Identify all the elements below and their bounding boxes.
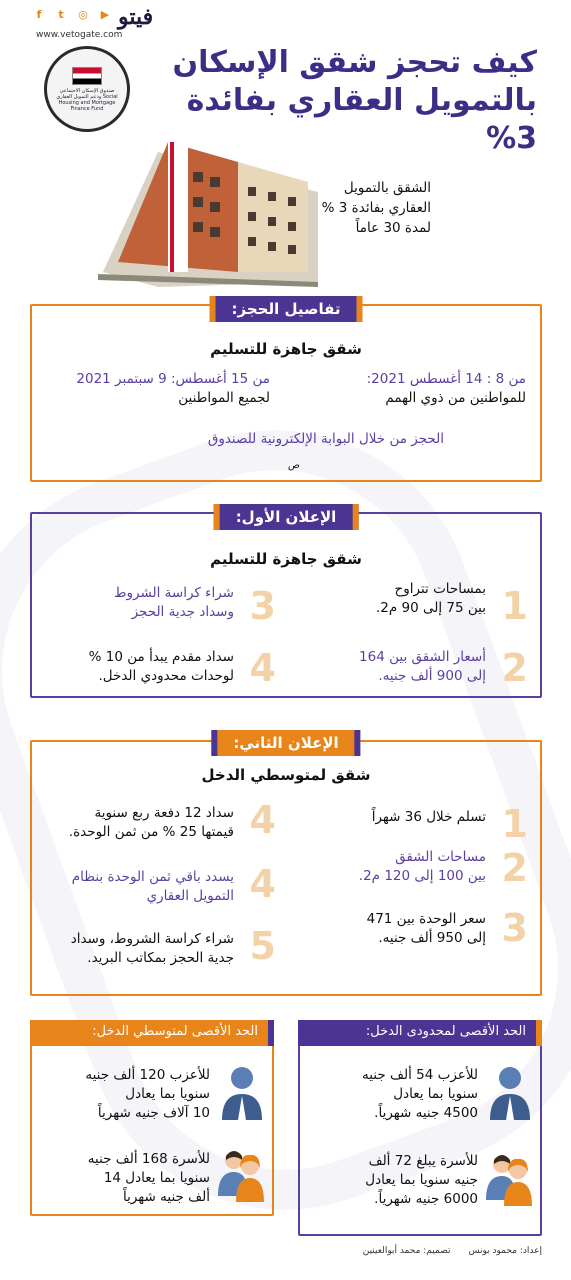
instagram-icon[interactable]: ◎ [78, 8, 88, 21]
egypt-flag-icon [72, 67, 102, 85]
designed-by: تصميم: محمد أبوالعينين [362, 1246, 451, 1256]
second-ad-item-3-line2: إلى 950 ألف جنيه. [378, 930, 486, 946]
first-ad-num-1: 1 [501, 584, 528, 628]
low-income-limit-box [298, 1020, 542, 1236]
mid-single-line2: سنويا بما يعادل [125, 1086, 210, 1102]
second-ad-item-2 [306, 848, 486, 886]
title-line-1: كيف تحجز شقق الإسكان [172, 45, 537, 80]
booking-left-date: من 15 أغسطس: 9 سبتمبر 2021 [76, 371, 270, 387]
booking-all-citizens [40, 370, 270, 408]
prepared-by: إعداد: محمود يونس [468, 1246, 542, 1256]
second-ad-item-4b-line1: يسدد باقي ثمن الوحدة بنظام [71, 869, 234, 885]
low-income-family [308, 1152, 478, 1209]
seal-text: صندوق الإسكان الاجتماعي ودعم التمويل العقاري Social Housing and Mortgage Finance Fund [56, 87, 118, 112]
family-icon [218, 1146, 266, 1202]
mid-income-limit-label: الحد الأقصى لمتوسطي الدخل: [30, 1020, 274, 1046]
second-announcement-box [30, 734, 542, 996]
booking-portal-note: الحجز من خلال البوابة الإلكترونية للصندوق [207, 431, 444, 447]
low-single-line3: 4500 جنيه شهرياً. [374, 1105, 478, 1121]
second-ad-subhead: شقق لمتوسطي الدخل [201, 766, 371, 784]
family-icon [486, 1150, 534, 1206]
intro-line-1: الشقق بالتمويل [343, 180, 431, 196]
first-ad-num-4: 4 [249, 646, 276, 690]
second-ad-num-4a: 4 [249, 798, 276, 842]
second-ad-num-5: 5 [249, 924, 276, 968]
second-ad-item-5 [34, 930, 234, 968]
booking-right-date: من 8 : 14 أغسطس 2021: [366, 371, 526, 387]
first-ad-item-3-line2: وسداد جدية الحجز [131, 604, 234, 620]
second-ad-item-4a-line1: سداد 12 دفعة ربع سنوية [94, 805, 234, 821]
second-ad-num-3: 3 [501, 906, 528, 950]
title-line-2: بالتمويل العقاري بفائدة 3% [186, 83, 537, 156]
mid-family-line1: للأسرة 168 ألف جنيه [87, 1151, 210, 1167]
first-ad-item-1 [306, 580, 486, 618]
first-announcement-box [30, 508, 542, 698]
mid-income-single [40, 1066, 210, 1123]
youtube-icon[interactable]: ▶ [100, 8, 110, 21]
mid-income-limit-box [30, 1020, 274, 1216]
intro-line-2: العقاري بفائدة 3 % [321, 200, 431, 216]
single-person-icon [486, 1064, 534, 1120]
first-ad-item-2-line2: إلى 900 ألف جنيه. [378, 668, 486, 684]
mid-family-line3: ألف جنيه شهرياً [122, 1189, 210, 1205]
twitter-icon[interactable]: t [58, 8, 64, 21]
first-ad-item-2-line1: أسعار الشقق بين 164 [359, 649, 486, 665]
fund-seal-logo [44, 46, 130, 132]
second-ad-item-2-line2: بين 100 إلى 120 م2. [358, 868, 486, 884]
mid-single-line1: للأعزب 120 ألف جنيه [85, 1067, 210, 1083]
booking-left-desc: لجميع المواطنين [178, 390, 270, 406]
low-family-line3: 6000 جنيه شهرياً. [374, 1191, 478, 1207]
low-income-limit-label: الحد الأقصى لمحدودى الدخل: [298, 1020, 542, 1046]
low-family-line1: للأسرة يبلغ 72 ألف [368, 1153, 478, 1169]
second-ad-item-5-line1: شراء كراسة الشروط، وسداد [70, 931, 234, 947]
booking-details-label: تفاصيل الحجز: [209, 296, 362, 322]
intro-text [251, 178, 431, 238]
first-ad-item-4 [34, 648, 234, 686]
second-ad-item-4a [34, 804, 234, 842]
low-family-line2: جنيه سنويا بما يعادل [365, 1172, 478, 1188]
second-ad-item-5-line2: جدية الحجز بمكاتب البريد. [87, 950, 234, 966]
booking-subhead: شقق جاهزة للتسليم [210, 340, 362, 358]
vetogate-logo[interactable]: فيتو [118, 4, 154, 30]
low-single-line1: للأعزب 54 ألف جنيه [361, 1067, 478, 1083]
first-ad-num-2: 2 [501, 646, 528, 690]
booking-special-needs [296, 370, 526, 408]
first-ad-subhead: شقق جاهزة للتسليم [210, 550, 362, 568]
first-ad-item-3 [44, 584, 234, 622]
first-ad-item-2 [306, 648, 486, 686]
second-ad-item-3-line1: سعر الوحدة بين 471 [366, 911, 486, 927]
intro-line-3: لمدة 30 عاماً [355, 220, 431, 236]
second-ad-num-2: 2 [501, 846, 528, 890]
first-ad-num-3: 3 [249, 584, 276, 628]
mid-family-line2: سنويا بما يعادل 14 [103, 1170, 210, 1186]
second-ad-item-4a-line2: قيمتها 25 % من ثمن الوحدة. [68, 824, 234, 840]
second-ad-label: الإعلان الثاني: [211, 730, 360, 756]
single-person-icon [218, 1064, 266, 1120]
booking-details-box [30, 300, 542, 482]
credits-footer [30, 1246, 542, 1256]
mid-income-family [40, 1150, 210, 1207]
first-ad-label: الإعلان الأول: [214, 504, 359, 530]
first-ad-item-4-line1: سداد مقدم يبدأ من 10 % [88, 649, 234, 665]
low-income-single [308, 1066, 478, 1123]
first-ad-item-1-line2: بين 75 إلى 90 م2. [375, 600, 486, 616]
first-ad-item-1-line1: بمساحات تتراوح [394, 581, 486, 597]
booking-right-desc: للمواطنين من ذوي الهمم [385, 390, 526, 406]
site-url[interactable]: www.vetogate.com [36, 30, 123, 40]
social-icons [32, 8, 112, 22]
second-ad-item-3 [306, 910, 486, 948]
mid-single-line3: 10 آلاف جنيه شهرياً [97, 1105, 210, 1121]
second-ad-item-1-line1: تسلم خلال 36 شهراً [371, 809, 486, 825]
first-ad-item-3-line1: شراء كراسة الشروط [114, 585, 234, 601]
second-ad-num-1: 1 [501, 802, 528, 846]
second-ad-item-1 [306, 808, 486, 827]
first-ad-item-4-line2: لوحدات محدودي الدخل. [98, 668, 234, 684]
second-ad-item-4b-line2: التمويل العقاري [146, 888, 234, 904]
second-ad-num-4b: 4 [249, 862, 276, 906]
second-ad-item-4b [34, 868, 234, 906]
facebook-icon[interactable]: f [36, 8, 42, 21]
second-ad-item-2-line1: مساحات الشقق [395, 849, 486, 865]
low-single-line2: سنويا بما يعادل [393, 1086, 478, 1102]
booking-stray-char: ص [287, 460, 300, 471]
